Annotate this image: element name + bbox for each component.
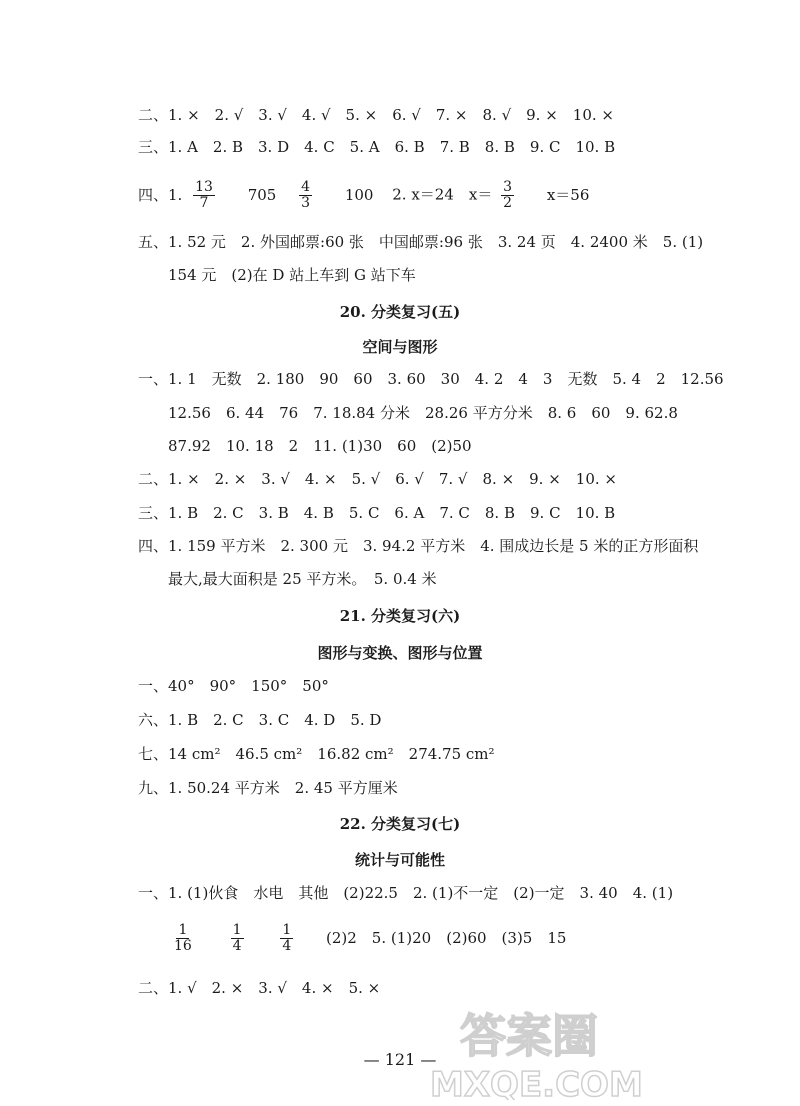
- value-705: 705: [247, 185, 277, 204]
- fraction-1-16: [172, 923, 208, 954]
- page-number: — 121 —: [363, 1050, 437, 1069]
- prefix: 四、1.: [138, 185, 183, 204]
- answer-line-s1-5b: 154 元 (2)在 D 站上车到 G 站下车: [168, 266, 416, 284]
- answer-line-s21-1: 一、40° 90° 150° 50°: [138, 677, 329, 695]
- answer-line-s1-3: 三、1. A 2. B 3. D 4. C 5. A 6. B 7. B 8. B 9. C 10. B: [138, 138, 616, 156]
- fraction-4-3: [299, 180, 326, 211]
- answer-line-s20-2: 二、1. × 2. × 3. √ 4. × 5. √ 6. √ 7. √ 8. × 9. × 10. ×: [138, 470, 617, 488]
- denominator: 16: [174, 938, 192, 954]
- answer-line-s21-9: 九、1. 50.24 平方米 2. 45 平方厘米: [138, 779, 398, 797]
- fraction-1-4-b: [280, 923, 307, 954]
- q2b-text: x＝56: [546, 185, 590, 204]
- q2-text: 2. x＝24 x＝: [392, 185, 493, 204]
- answer-line-s20-1c: 87.92 10. 18 2 11. (1)30 60 (2)50: [168, 437, 472, 455]
- numerator: 4: [301, 179, 311, 195]
- section-subtitle-21: 图形与变换、图形与位置: [317, 644, 483, 662]
- denominator: 4: [232, 938, 242, 954]
- watermark-logo: [420, 1000, 780, 1100]
- numerator: 13: [195, 179, 213, 195]
- rest-text: (2)2 5. (1)20 (2)60 (3)5 15: [326, 928, 567, 947]
- answer-line-s1-5a: 五、1. 52 元 2. 外国邮票:60 张 中国邮票:96 张 3. 24 页 4. 2400 米 5. (1): [138, 233, 704, 251]
- denominator: 7: [199, 195, 209, 211]
- fraction-13-7: [193, 180, 229, 211]
- fraction-3-2: [501, 180, 528, 211]
- answer-line-s20-1a: 一、1. 1 无数 2. 180 90 60 3. 60 30 4. 2 4 3 无数 5. 4 2 12.56: [138, 370, 724, 388]
- numerator: 3: [503, 179, 513, 195]
- answer-line-s22-1b: [168, 923, 580, 954]
- section-title-21: 21. 分类复习(六): [339, 607, 461, 625]
- answer-line-s1-2: 二、1. × 2. √ 3. √ 4. √ 5. × 6. √ 7. × 8. √ 9. × 10. ×: [138, 106, 614, 124]
- answer-line-s21-6: 六、1. B 2. C 3. C 4. D 5. D: [138, 711, 382, 729]
- answer-line-s1-4: [138, 180, 603, 211]
- denominator: 4: [282, 938, 292, 954]
- answer-line-s22-1a: 一、1. (1)伙食 水电 其他 (2)22.5 2. (1)不一定 (2)一定 3. 40 4. (1): [138, 884, 674, 902]
- watermark-top-text: 答案圈: [460, 1009, 598, 1063]
- answer-line-s20-1b: 12.56 6. 44 76 7. 18.84 分米 28.26 平方分米 8. 6 60 9. 62.8: [168, 404, 678, 422]
- value-100: 100: [344, 185, 374, 204]
- answer-line-s21-7: 七、14 cm² 46.5 cm² 16.82 cm² 274.75 cm²: [138, 745, 495, 763]
- watermark-bottom-text: MXQE.COM: [430, 1065, 643, 1100]
- answer-line-s20-4b: 最大,最大面积是 25 平方米。 5. 0.4 米: [168, 570, 437, 588]
- answer-line-s20-4a: 四、1. 159 平方米 2. 300 元 3. 94.2 平方米 4. 围成边长是 5 米的正方形面积: [138, 537, 699, 555]
- section-title-20: 20. 分类复习(五): [339, 303, 461, 321]
- denominator: 3: [301, 195, 311, 211]
- denominator: 2: [503, 195, 513, 211]
- section-subtitle-22: 统计与可能性: [354, 851, 445, 869]
- numerator: 1: [282, 922, 292, 938]
- fraction-1-4-a: [231, 923, 258, 954]
- answer-line-s20-3: 三、1. B 2. C 3. B 4. B 5. C 6. A 7. C 8. B 9. C 10. B: [138, 504, 616, 522]
- answer-line-s22-2: 二、1. √ 2. × 3. √ 4. × 5. ×: [138, 979, 381, 997]
- section-subtitle-20: 空间与图形: [362, 338, 438, 356]
- numerator: 1: [178, 922, 188, 938]
- numerator: 1: [232, 922, 242, 938]
- section-title-22: 22. 分类复习(七): [339, 815, 461, 833]
